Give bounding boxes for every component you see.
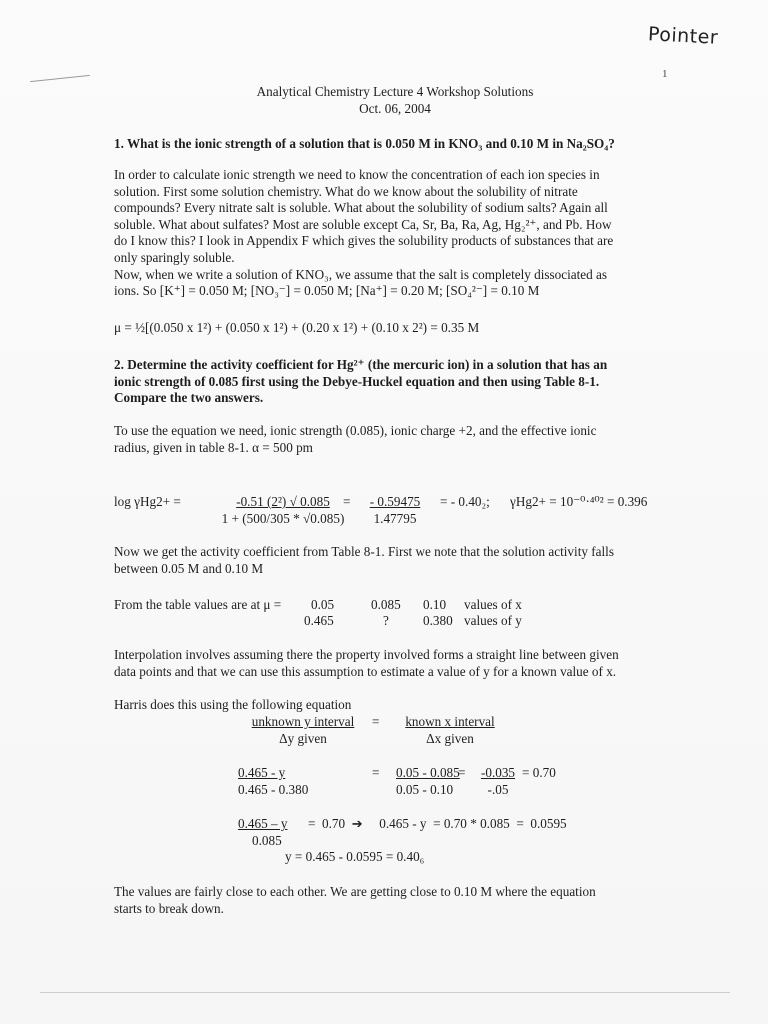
conclusion-line: The values are fairly close to each other. We are getting close to 0.10 M where the equation <box>114 884 596 899</box>
q2-intro-line: To use the equation we need, ionic strength (0.085), ionic charge +2, and the effective ionic <box>114 423 597 438</box>
calc2-rest: = 0.70 ➔ 0.465 - y = 0.70 * 0.085 = 0.0595 <box>308 816 567 831</box>
calc1-den-a: 0.465 - 0.380 <box>238 781 309 797</box>
dh-numerator-2: - 0.59475 <box>369 494 421 509</box>
x-value: 0.05 <box>311 597 335 612</box>
calc1-num-a: 0.465 - y <box>238 765 286 780</box>
dh-fraction-1 <box>208 494 358 527</box>
harris-left-num: unknown y interval <box>251 714 355 729</box>
q2-intro <box>114 423 674 456</box>
q1-line: Now, when we write a solution of KNO₃, we assume that the salt is completely dissociated as <box>114 266 608 282</box>
calc2-frac <box>238 816 306 849</box>
calc1-den-c: -.05 <box>487 781 509 797</box>
document-date: Oct. 06, 2004 <box>359 100 431 116</box>
harris-intro: Harris does this using the following equation <box>114 697 352 712</box>
harris-right-den: Δx given <box>426 730 474 746</box>
q1-explanation <box>114 167 674 300</box>
calc2-num: 0.465 – y <box>238 816 288 831</box>
page-number: 1 <box>662 68 668 80</box>
calc1-result: = 0.70 <box>522 765 556 780</box>
interpolation-text <box>114 647 694 680</box>
dh-denominator-2: 1.47795 <box>373 510 417 526</box>
calc1-eq1: = <box>372 765 380 780</box>
document-title: Analytical Chemistry Lecture 4 Workshop Solutions <box>256 84 534 99</box>
harris-right-num: known x interval <box>405 714 495 729</box>
dh-result: = - 0.40₂; <box>440 494 490 509</box>
y-value: 0.465 <box>304 613 334 628</box>
question-2 <box>114 357 694 407</box>
q2-intro-line: radius, given in table 8-1. α = 500 pm <box>114 439 313 455</box>
calc2-den: 0.085 <box>252 832 282 848</box>
table-intro <box>114 544 674 577</box>
interp-line: data points and that we can use this assumption to estimate a value of y for a known value of x. <box>114 663 617 679</box>
dh-lhs: log γHg2+ = <box>114 494 181 509</box>
y-value: ? <box>383 613 389 628</box>
question-1: 1. What is the ionic strength of a solution that is 0.050 M in KNO₃ and 0.10 M in Na₂SO₄? <box>114 136 615 151</box>
ionic-strength-equation: μ = ½[(0.050 x 1²) + (0.050 x 1²) + (0.20 x 1²) + (0.10 x 2²) = 0.35 M <box>114 320 480 335</box>
table-intro-line: Now we get the activity coefficient from Table 8-1. First we note that the solution activity falls <box>114 544 614 559</box>
table-intro-line: between 0.05 M and 0.10 M <box>114 560 264 576</box>
q2-question-line: 2. Determine the activity coefficient for Hg²⁺ (the mercuric ion) in a solution that has an <box>114 357 608 372</box>
x-value: 0.085 <box>371 597 401 612</box>
y-value: 0.380 <box>423 613 453 628</box>
x-value: 0.10 <box>423 597 447 612</box>
calc1-num-b: 0.05 - 0.085 <box>396 765 460 780</box>
x-label: values of x <box>464 597 522 612</box>
q1-line: only sparingly soluble. <box>114 249 235 265</box>
gamma-result: γHg2+ = 10⁻⁰·⁴⁰² = 0.396 <box>510 494 648 509</box>
dh-fraction-2 <box>360 494 430 527</box>
table-lead: From the table values are at μ = <box>114 597 282 612</box>
scan-artifact-top <box>30 75 90 82</box>
harris-equals: = <box>372 714 380 729</box>
calc2-final: y = 0.465 - 0.0595 = 0.40₆ <box>285 849 425 864</box>
q1-line: solution. First some solution chemistry. What do we know about the solubility of nitrate <box>114 183 578 199</box>
q1-line: In order to calculate ionic strength we need to know the concentration of each ion species in <box>114 167 600 182</box>
conclusion <box>114 884 694 917</box>
calc1-frac-c <box>474 765 522 798</box>
conclusion-line: starts to break down. <box>114 900 224 916</box>
calc1-eq2: = <box>458 765 466 780</box>
harris-right <box>390 714 510 747</box>
q2-question-line: ionic strength of 0.085 first using the Debye-Huckel equation and then using Table 8-1. <box>114 373 600 389</box>
harris-left <box>238 714 368 747</box>
calc1-frac-a <box>238 765 344 798</box>
q1-line: soluble. What about sulfates? Most are soluble except Ca, Sr, Ba, Ra, Ag, Hg₂²⁺, and Pb. How <box>114 216 612 232</box>
handwritten-note: Pointer <box>647 23 719 49</box>
y-label: values of y <box>464 613 522 628</box>
dh-equals-2: = <box>343 494 351 509</box>
dh-denominator-1: 1 + (500/305 * √0.085) <box>221 510 345 526</box>
interp-line: Interpolation involves assuming there the property involved forms a straight line between given <box>114 647 619 662</box>
dh-numerator-1: -0.51 (2²) √ 0.085 <box>236 494 330 509</box>
document-header <box>200 84 590 117</box>
harris-left-den: Δy given <box>279 730 327 746</box>
q2-question-line: Compare the two answers. <box>114 390 264 406</box>
calc1-den-b: 0.05 - 0.10 <box>396 781 454 797</box>
q1-line: do I know this? I look in Appendix F which gives the solubility products of substances that are <box>114 233 614 249</box>
q1-line: compounds? Every nitrate salt is soluble. What about the solubility of sodium salts? Again all <box>114 200 608 216</box>
calc1-num-c: -0.035 <box>480 765 516 780</box>
q1-line: ions. So [K⁺] = 0.050 M; [NO₃⁻] = 0.050 M; [Na⁺] = 0.20 M; [SO₄²⁻] = 0.10 M <box>114 283 540 299</box>
scan-artifact-bottom <box>40 992 730 993</box>
